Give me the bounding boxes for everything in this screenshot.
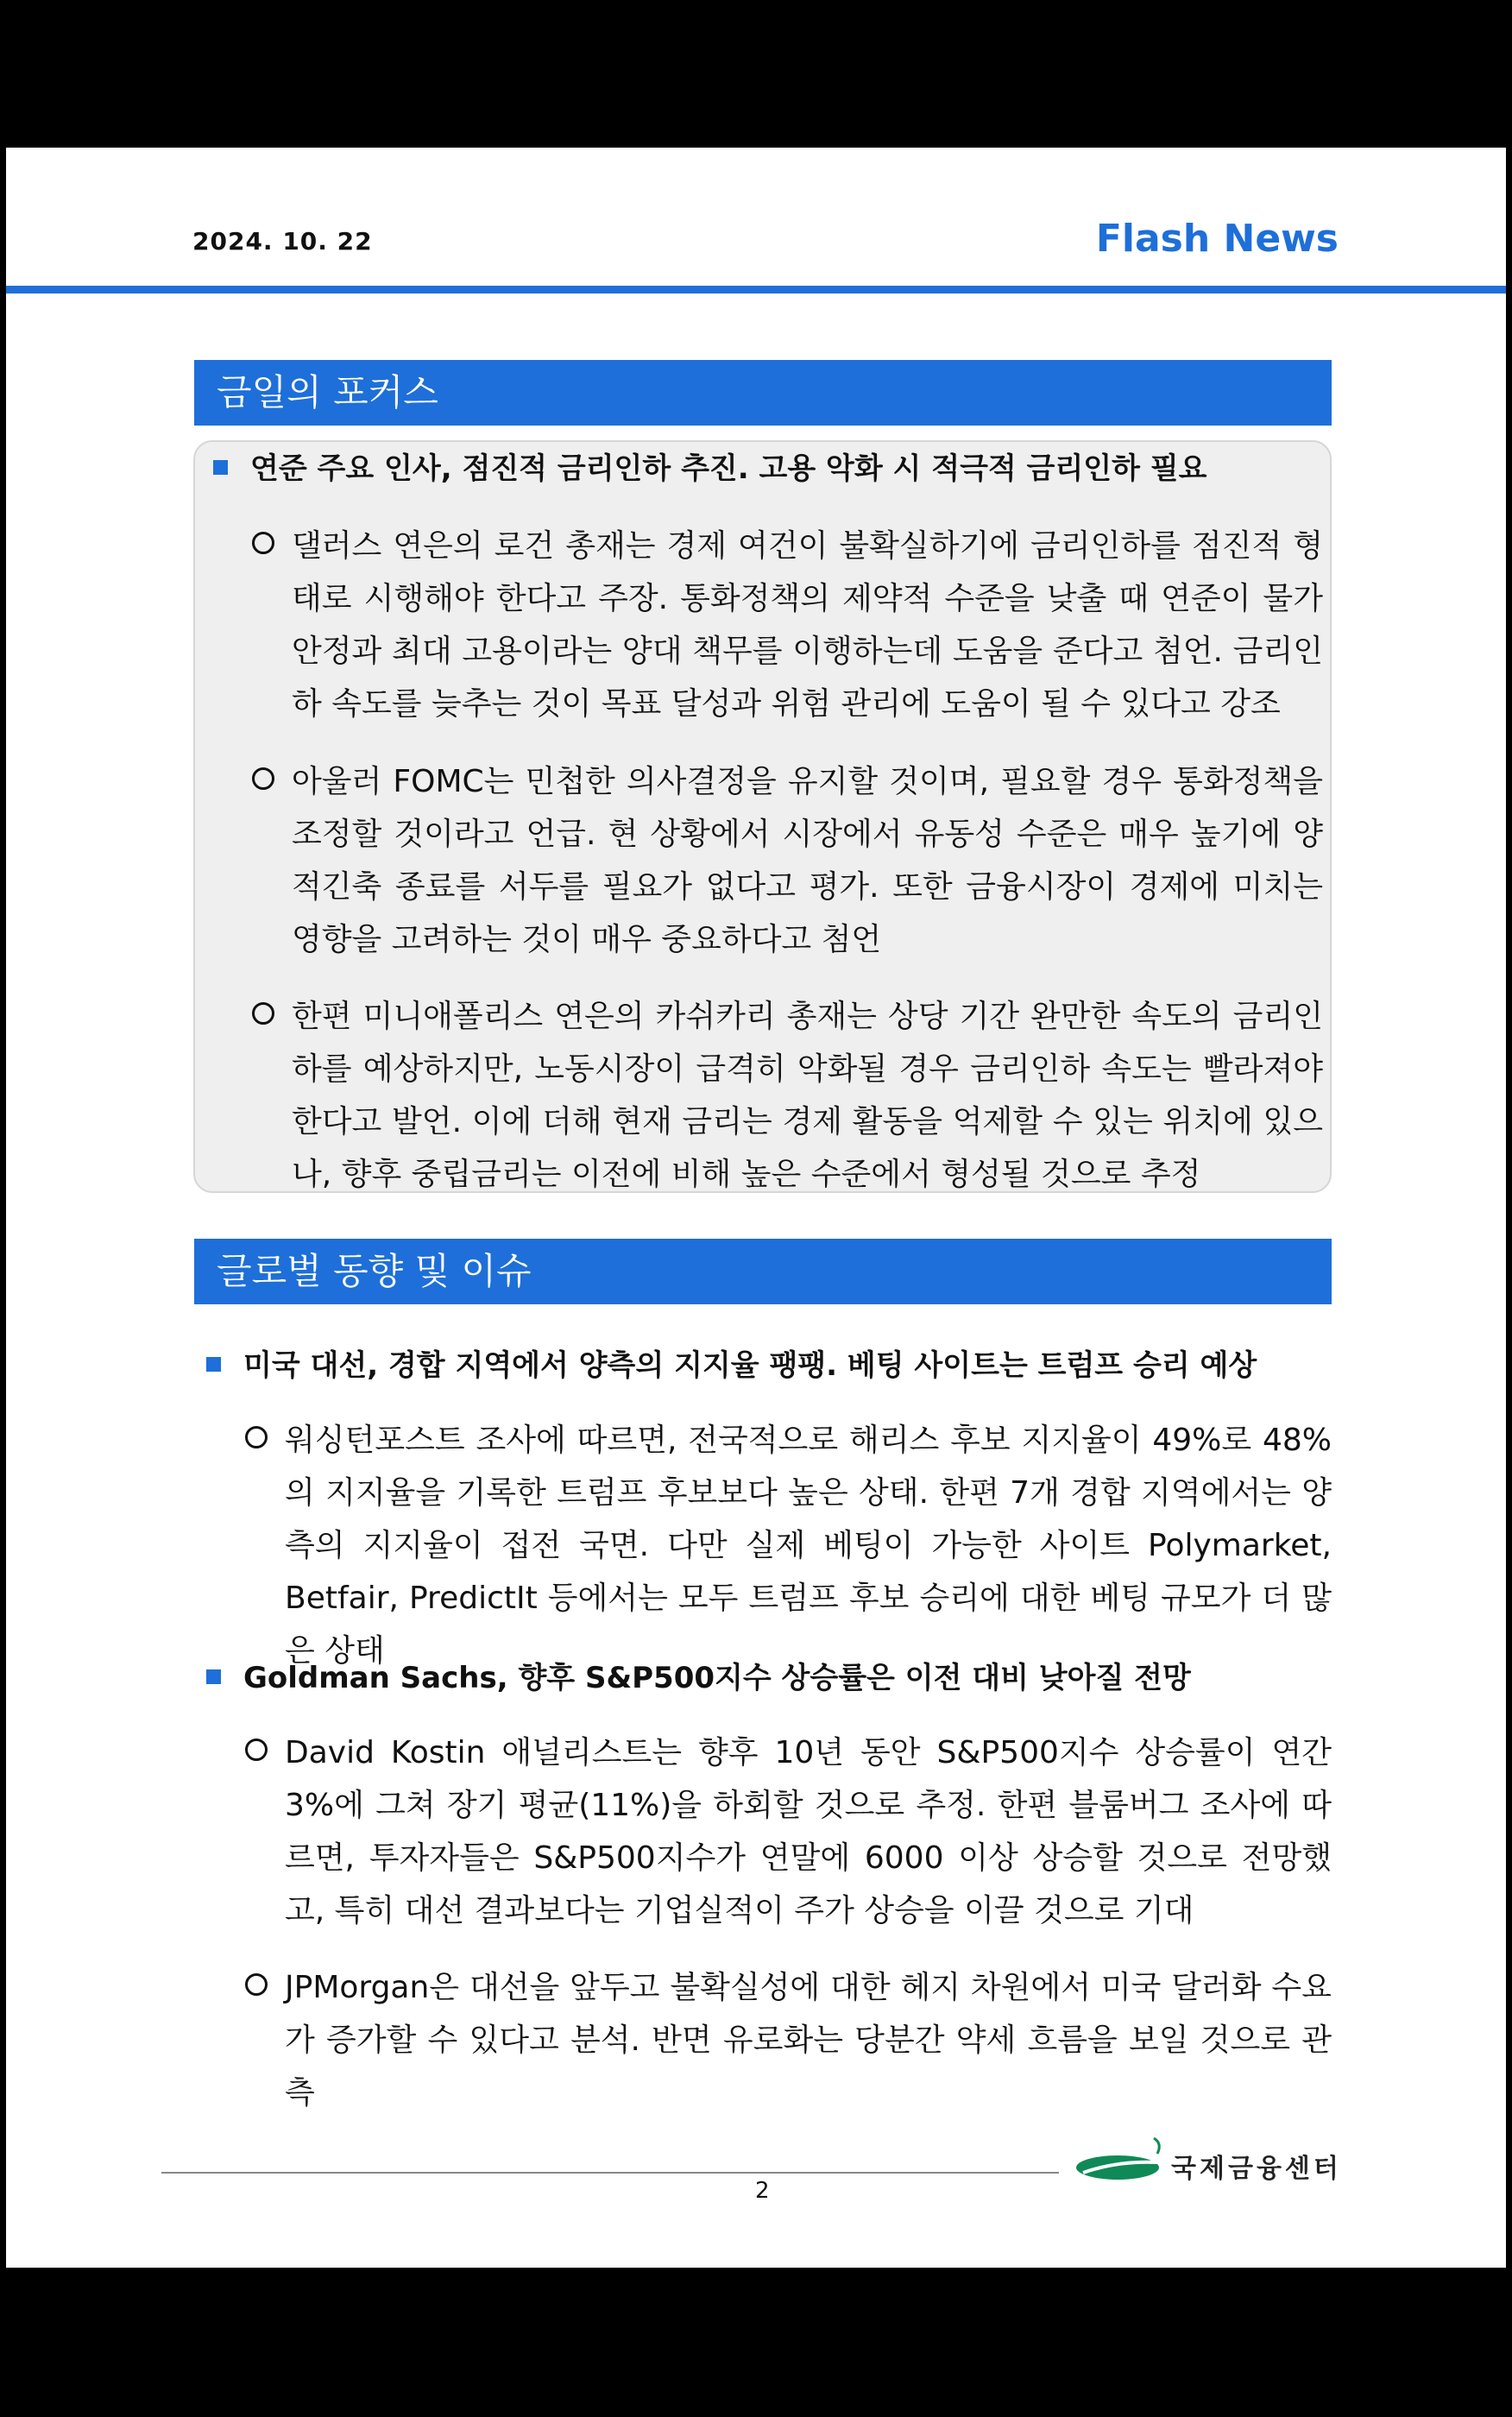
footer-divider (161, 2172, 1059, 2174)
header-divider (6, 286, 1506, 293)
circle-bullet-icon (252, 767, 274, 790)
page-number: 2 (755, 2178, 770, 2204)
circle-bullet-icon (245, 1739, 268, 1761)
focus-section-title: 금일의 포커스 (194, 360, 1332, 426)
global-paragraph: David Kostin 애널리스트는 향후 10년 동안 S&P500지수 상승률이 연간 3%에 그쳐 장기 평균(11%)을 하회할 것으로 추정. 한편 블룸버그 조사에 따르면, 투자자들은 S&P500지수가 연말에 6000 이상 상승할 것으로 전망했고, 특히 대선 결과보다는 기업실적이 주가 상승을 이끌 것으로 기대 (285, 1726, 1332, 1937)
global-heading (206, 1341, 1257, 1384)
circle-bullet-icon (245, 1973, 268, 1996)
global-heading-text: Goldman Sachs, 향후 S&P500지수 상승률은 이전 대비 낮아질 전망 (243, 1661, 1191, 1695)
square-bullet-icon (206, 1669, 221, 1684)
global-paragraph: 워싱턴포스트 조사에 따르면, 전국적으로 해리스 후보 지지율이 49%로 48%의 지지율을 기록한 트럼프 후보보다 높은 상태. 한편 7개 경합 지역에서는 양측의 지지율이 접전 국면. 다만 실제 베팅이 가능한 사이트 Polymarket, Betfair, PredictIt 등에서는 모두 트럼프 후보 승리에 대한 베팅 규모가 더 많은 상태 (285, 1414, 1332, 1677)
focus-paragraph: 한편 미니애폴리스 연은의 카쉬카리 총재는 상당 기간 완만한 속도의 금리인하를 예상하지만, 노동시장이 급격히 악화될 경우 금리인하 속도는 빨라져야 한다고 발언. 이에 더해 현재 금리는 경제 활동을 억제할 수 있는 위치에 있으나, 향후 중립금리는 이전에 비해 높은 수준에서 형성될 것으로 추정 (292, 990, 1323, 1201)
global-paragraph: JPMorgan은 대선을 앞두고 불확실성에 대한 헤지 차원에서 미국 달러화 수요가 증가할 수 있다고 분석. 반면 유로화는 당분간 약세 흐름을 보일 것으로 관측 (285, 1961, 1332, 2119)
global-section-title: 글로벌 동향 및 이슈 (194, 1239, 1332, 1304)
document-page (6, 148, 1506, 2268)
circle-bullet-icon (245, 1426, 268, 1448)
square-bullet-icon (213, 460, 228, 475)
circle-bullet-icon (252, 1002, 274, 1025)
kcif-logo-icon (1074, 2135, 1169, 2187)
focus-paragraph: 아울러 FOMC는 민첩한 의사결정을 유지할 것이며, 필요할 경우 통화정책을 조정할 것이라고 언급. 현 상황에서 시장에서 유동성 수준은 매우 높기에 양적긴축 종료를 서두를 필요가 없다고 평가. 또한 금융시장이 경제에 미치는 영향을 고려하는 것이 매우 중요하다고 첨언 (292, 755, 1323, 966)
global-heading (206, 1654, 1191, 1696)
focus-heading (213, 445, 1207, 487)
focus-paragraph: 댈러스 연은의 로건 총재는 경제 여건이 불확실하기에 금리인하를 점진적 형태로 시행해야 한다고 주장. 통화정책의 제약적 수준을 낮출 때 연준이 물가 안정과 최대 고용이라는 양대 책무를 이행하는데 도움을 준다고 첨언. 금리인하 속도를 늦추는 것이 목표 달성과 위험 관리에 도움이 될 수 있다고 강조 (292, 520, 1323, 730)
report-brand: Flash News (1095, 217, 1339, 261)
report-date: 2024. 10. 22 (192, 227, 373, 256)
focus-heading-text: 연준 주요 인사, 점진적 금리인하 추진. 고용 악화 시 적극적 금리인하 필요 (250, 451, 1207, 486)
global-heading-text: 미국 대선, 경합 지역에서 양측의 지지율 팽팽. 베팅 사이트는 트럼프 승리 예상 (243, 1348, 1257, 1383)
square-bullet-icon (206, 1357, 221, 1372)
circle-bullet-icon (252, 532, 274, 554)
organization-name: 국제금융센터 (1171, 2154, 1342, 2184)
